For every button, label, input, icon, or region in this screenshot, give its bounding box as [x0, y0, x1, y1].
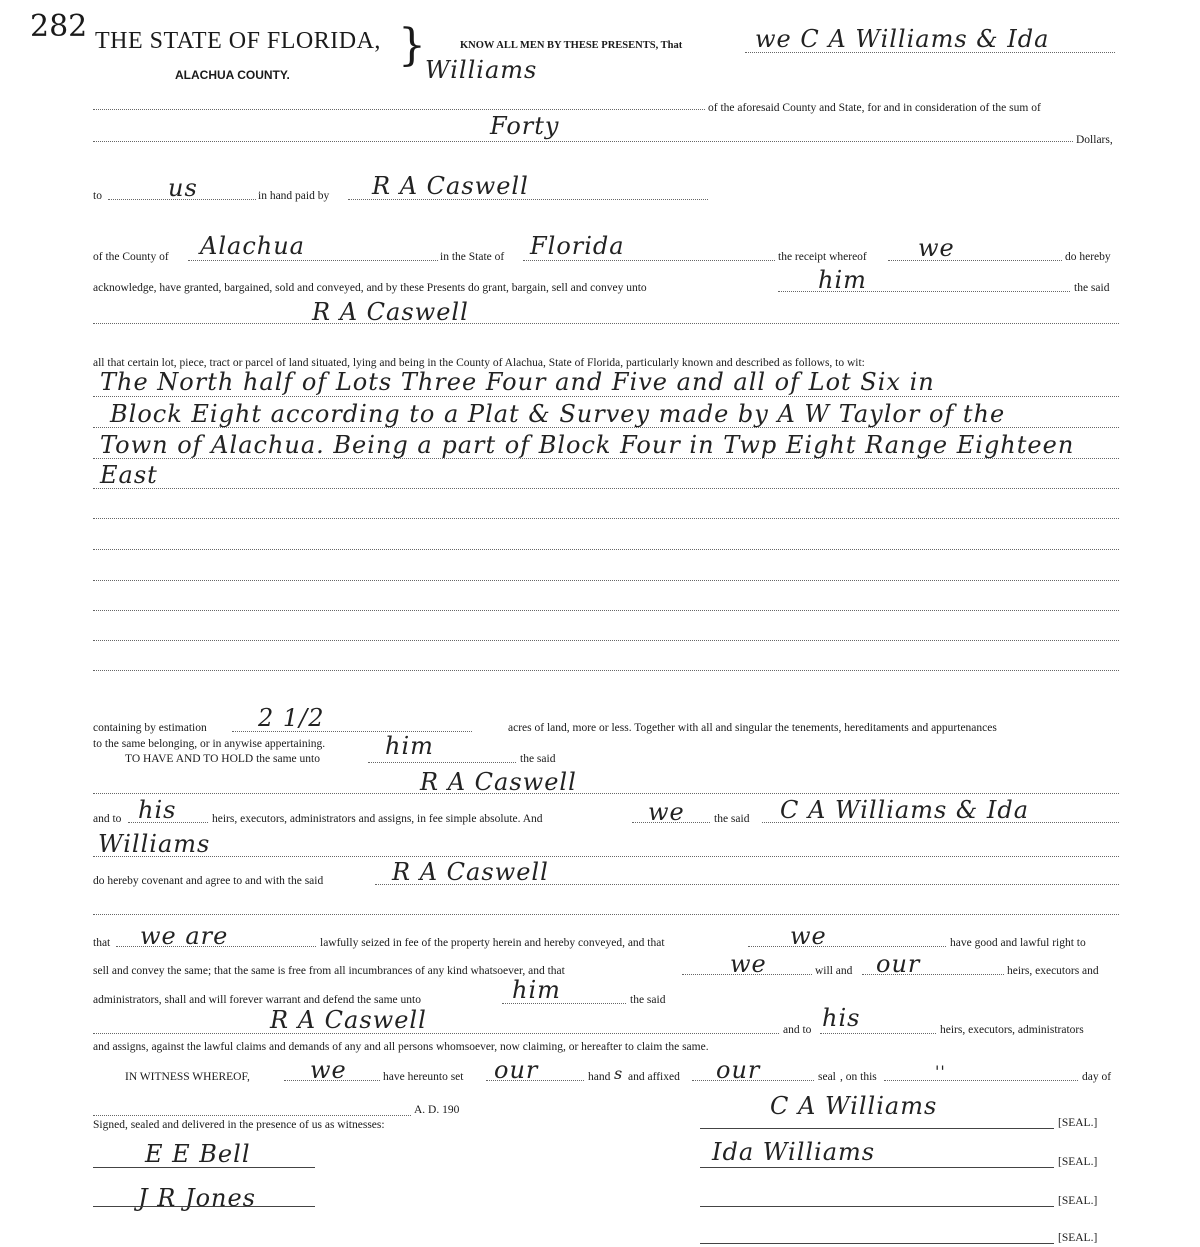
assigns-text: and assigns, against the lawful claims and demands of any and all persons whomsoever, now claiming, or hereafter to claim the same.	[93, 1041, 709, 1053]
and-we: we	[648, 798, 685, 826]
receipt-by: we	[918, 234, 955, 262]
we-are: we are	[140, 922, 229, 950]
signature-1: C A Williams	[770, 1092, 938, 1120]
county-handwritten: Alachua	[200, 232, 305, 260]
his-2: his	[822, 1004, 861, 1032]
county-name: ALACHUA COUNTY.	[175, 68, 290, 82]
page-number: 282	[30, 9, 88, 44]
to-label: to	[93, 190, 102, 202]
the-said-1: the said	[1074, 282, 1110, 294]
and-that-we: we	[790, 922, 827, 950]
heirs-exec-text: heirs, executors and	[1007, 965, 1099, 977]
administrators-text: administrators, shall and will forever warrant and defend the same unto	[93, 994, 421, 1006]
witness-2: J R Jones	[138, 1184, 256, 1212]
paid-by-name: R A Caswell	[372, 172, 529, 200]
description-line-4: East	[100, 461, 158, 489]
seal-3: [SEAL.]	[1058, 1195, 1098, 1207]
said-grantors-2: Williams	[98, 830, 211, 858]
set-our: our	[494, 1056, 539, 1084]
containing-label: containing by estimation	[93, 722, 207, 734]
have-good-text: have good and lawful right to	[950, 937, 1086, 949]
covenant-with: R A Caswell	[392, 858, 549, 886]
that-label: that	[93, 937, 111, 949]
and-to-2: and to	[783, 1024, 812, 1036]
and-to-1: and to	[93, 813, 122, 825]
on-this-day: ''	[935, 1062, 946, 1081]
in-witness-text: IN WITNESS WHEREOF,	[125, 1071, 250, 1083]
acres-text: acres of land, more or less. Together with all and singular the tenements, hereditaments and appurtenances	[508, 722, 997, 734]
to-same-text: to the same belonging, or in anywise appertaining.	[93, 738, 326, 750]
dollars-label: Dollars,	[1076, 134, 1113, 146]
lawfully-text: lawfully seized in fee of the property herein and hereby conveyed, and that	[320, 937, 665, 949]
heirs-fee-text: heirs, executors, administrators and assigns, in fee simple absolute. And	[212, 813, 543, 825]
ad-text: A. D. 190	[414, 1104, 460, 1116]
grantee-name: R A Caswell	[312, 298, 469, 326]
will-and-text: will and	[815, 965, 853, 977]
seal-4: [SEAL.]	[1058, 1232, 1098, 1244]
receipt-label: the receipt whereof	[778, 251, 867, 263]
day-of-text: day of	[1082, 1071, 1112, 1083]
of-county-label: of the County of	[93, 251, 169, 263]
defend-unto: him	[512, 976, 561, 1004]
the-said-2: the said	[520, 753, 556, 765]
in-state-label: in the State of	[440, 251, 505, 263]
state-handwritten: Florida	[530, 232, 625, 260]
description-line-2: Block Eight according to a Plat & Survey made by A W Taylor of the	[110, 400, 1006, 428]
to-whom: us	[168, 174, 198, 202]
the-said-4: the said	[630, 994, 666, 1006]
seal-word: seal	[818, 1071, 836, 1083]
the-said-3: the said	[714, 813, 750, 825]
that-we-2: we	[730, 950, 767, 978]
covenant-text: do hereby covenant and agree to and with the said	[93, 875, 324, 887]
sum-words: Forty	[490, 112, 560, 140]
hold-unto: him	[385, 732, 434, 760]
convey-unto: him	[818, 266, 867, 294]
to-have-text: TO HAVE AND TO HOLD the same unto	[125, 753, 320, 765]
state-title: THE STATE OF FLORIDA,	[95, 28, 381, 54]
signed-text: Signed, sealed and delivered in the presence of us as witnesses:	[93, 1119, 385, 1131]
witness-1: E E Bell	[145, 1140, 251, 1168]
sell-convey-text: sell and convey the same; that the same is free from all incumbrances of any kind whatsoever, and that	[93, 965, 565, 977]
description-line-3: Town of Alachua. Being a part of Block Four in Twp Eight Range Eighteen	[100, 431, 1075, 459]
in-hand-paid-label: in hand paid by	[258, 190, 330, 202]
signature-2: Ida Williams	[712, 1138, 876, 1166]
hand-text: hand	[588, 1071, 611, 1083]
header-brace: }	[398, 20, 426, 71]
grantors-line-2: Williams	[425, 56, 538, 84]
seal-2: [SEAL.]	[1058, 1156, 1098, 1168]
description-line-1: The North half of Lots Three Four and Five and all of Lot Six in	[100, 368, 935, 396]
do-hereby-label: do hereby	[1065, 251, 1111, 263]
hand-s: s	[614, 1064, 624, 1083]
his-1: his	[138, 796, 177, 824]
have-hereunto-text: have hereunto set	[383, 1071, 464, 1083]
said-grantors-1: C A Williams & Ida	[780, 796, 1030, 824]
defend-grantee: R A Caswell	[270, 1006, 427, 1034]
acres-value: 2 1/2	[258, 704, 325, 732]
acknowledge-text: acknowledge, have granted, bargained, sold and conveyed, and by these Presents do grant, bargain, sell and convey unto	[93, 282, 647, 294]
know-all-men: KNOW ALL MEN BY THESE PRESENTS, That	[460, 40, 683, 51]
all-that-text: all that certain lot, piece, tract or parcel of land situated, lying and being in the County of Alachua, State of Florida, particularly known and described as follows, to wit:	[93, 357, 865, 369]
and-affixed-text: and affixed	[628, 1071, 680, 1083]
hold-grantee: R A Caswell	[420, 768, 577, 796]
grantors-line-1: we C A Williams & Ida	[755, 25, 1050, 53]
heirs-admin-text: heirs, executors, administrators	[940, 1024, 1084, 1036]
affixed-our: our	[716, 1056, 761, 1084]
our-1: our	[876, 950, 921, 978]
on-this-text: , on this	[840, 1071, 877, 1083]
witness-we: we	[310, 1056, 347, 1084]
seal-1: [SEAL.]	[1058, 1117, 1098, 1129]
aforesaid-text: of the aforesaid County and State, for and in consideration of the sum of	[708, 102, 1041, 114]
